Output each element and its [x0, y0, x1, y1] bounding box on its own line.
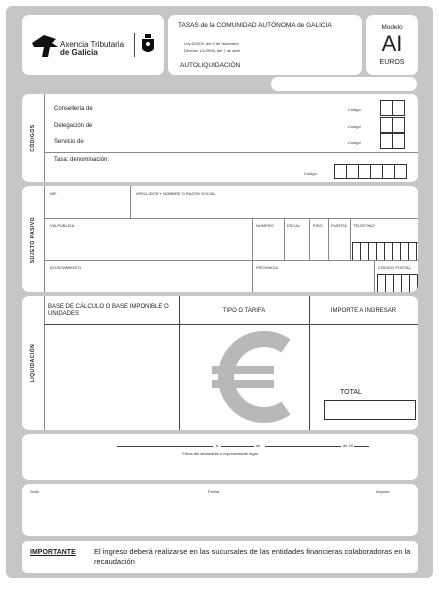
stair-label: ESCAL.: [287, 223, 302, 228]
bank-section: [22, 484, 418, 536]
currency-label: EUROS: [379, 59, 405, 66]
total-label: TOTAL: [340, 389, 362, 396]
form-title: TASAS de la COMUNIDAD AUTÓNOMA de GALICIA: [178, 22, 332, 29]
service-code-label: Código: [348, 140, 361, 145]
signature-section: [22, 434, 418, 480]
delegation-code-boxes[interactable]: [381, 117, 405, 133]
service-label: Servicio de: [54, 139, 84, 145]
delegation-label: Delegación de: [54, 123, 93, 129]
codes-side-label: CÓDIGOS: [30, 124, 36, 152]
postal-code-boxes[interactable]: [378, 274, 418, 292]
settlement-section: [22, 296, 418, 430]
town-label: AYUNTAMIENTO: [50, 265, 82, 270]
settlement-side-label: LIQUIDACIÓN: [30, 343, 36, 383]
footer-important-label: IMPORTANTE: [30, 549, 76, 556]
logo-text-line2: de Galicia: [60, 48, 98, 57]
floor-label: PISO: [313, 223, 323, 228]
coat-of-arms-icon: [140, 33, 156, 57]
year-label: de 20: [343, 443, 354, 448]
rate-column-header: TIPO O TARIFA: [222, 308, 266, 314]
model-label: Modelo: [381, 24, 403, 31]
delegation-code-label: Código: [348, 124, 361, 129]
department-label: Consellería de: [54, 106, 93, 112]
tax-form-page: [6, 6, 433, 578]
model-card: [366, 15, 418, 75]
bank-stamp-label: Sello: [30, 489, 39, 494]
department-code-boxes[interactable]: [381, 100, 405, 116]
nif-label: NIF: [50, 191, 57, 196]
phone-digit-boxes[interactable]: [353, 242, 418, 261]
place-a-label: a: [216, 443, 219, 448]
province-label: PROVINCIA: [256, 265, 279, 270]
taxpayer-side-label: SUJETO PASIVO: [30, 216, 36, 264]
law-line1: Ley 6/2003, del 9 de diciembre: [184, 41, 239, 46]
logo-divider: [134, 33, 135, 57]
amount-column-header: IMPORTE A INGRESAR: [330, 308, 397, 314]
model-code: AI: [381, 31, 403, 56]
door-label: PUERTA: [331, 223, 347, 228]
total-amount-field[interactable]: [324, 400, 416, 420]
street-label: VÍA PÚBLICA: [50, 223, 75, 228]
euro-watermark-icon: [208, 328, 304, 424]
tax-name-label: Tasa: denominación:: [54, 157, 110, 163]
law-line2: Decreto 1/1/2006, del 7 de abril: [184, 48, 240, 53]
logo-text-line1: Axencia Tributaria: [60, 40, 125, 49]
title-card: [168, 15, 362, 75]
logo-card: [22, 15, 164, 75]
date-de-label: de: [256, 443, 261, 448]
bank-amount-label: Importe: [376, 489, 390, 494]
phone-label: TELÉFONO: [353, 223, 375, 228]
form-subtitle: AUTOLIQUIDACIÓN: [180, 62, 241, 69]
taxpayer-section: [22, 186, 418, 292]
signature-caption: Firma del declarante o representante legal: [182, 451, 258, 456]
number-label: NÚMERO: [256, 223, 274, 228]
codes-section: [22, 94, 418, 182]
service-code-boxes[interactable]: [381, 133, 405, 149]
tax-code-boxes[interactable]: [335, 164, 407, 179]
galicia-logo-icon: [30, 33, 62, 59]
postal-code-label: CÓDIGO POSTAL: [378, 265, 411, 270]
footer-notice: [22, 541, 418, 573]
name-label: APELLIDOS Y NOMBRE O RAZÓN SOCIAL: [136, 191, 216, 196]
tax-code-label: Código: [304, 171, 317, 176]
bank-date-label: Fecha: [208, 489, 220, 494]
footer-notice-text: El ingreso deberá realizarse en las sucursales de las entidades financieras colaboradoras en la recaudación: [94, 547, 411, 566]
reference-field[interactable]: [271, 77, 417, 91]
base-column-header: BASE DE CÁLCULO O BASE IMPONIBLE O UNIDADES: [48, 304, 169, 317]
department-code-label: Código: [348, 107, 361, 112]
